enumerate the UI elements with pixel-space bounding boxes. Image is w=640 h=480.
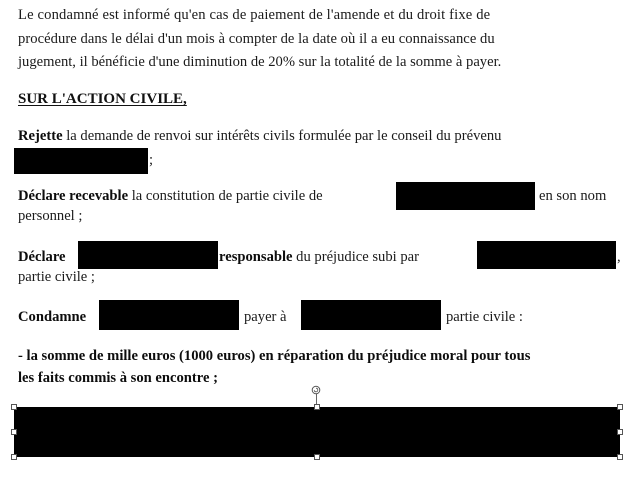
responsable-keyword-2: responsable bbox=[219, 249, 293, 265]
section-heading: SUR L'ACTION CIVILE, bbox=[18, 91, 187, 107]
recevable-after: en son nom bbox=[539, 188, 607, 204]
condamne-keyword: Condamne bbox=[18, 309, 87, 325]
redaction-block bbox=[14, 148, 148, 174]
damages-line-2: les faits commis à son encontre ; bbox=[18, 370, 218, 386]
rotate-handle-icon[interactable] bbox=[311, 385, 321, 395]
condamne-middle: payer à bbox=[244, 309, 287, 325]
resize-handle-top[interactable] bbox=[314, 404, 320, 410]
resize-handle-top-left[interactable] bbox=[11, 404, 17, 410]
responsable-text: du préjudice subi par bbox=[292, 249, 419, 265]
responsable-line-2: partie civile ; bbox=[18, 269, 95, 285]
recevable-line bbox=[18, 187, 323, 206]
responsable-keyword: Déclare bbox=[18, 249, 66, 265]
redaction-block bbox=[396, 182, 535, 210]
responsable-suffix: , bbox=[617, 249, 621, 265]
resize-handle-top-right[interactable] bbox=[617, 404, 623, 410]
damages-line-1: - la somme de mille euros (1000 euros) en réparation du préjudice moral pour tous bbox=[18, 348, 531, 364]
recevable-line-2: personnel ; bbox=[18, 208, 83, 224]
intro-line-3: jugement, il bénéficie d'une diminution de 20% sur la totalité de la somme à payer. bbox=[18, 54, 502, 70]
redaction-block bbox=[99, 300, 239, 330]
resize-handle-right[interactable] bbox=[617, 429, 623, 435]
redaction-block bbox=[78, 241, 218, 269]
resize-handle-bottom-left[interactable] bbox=[11, 454, 17, 460]
condamne-after: partie civile : bbox=[446, 309, 523, 325]
recevable-text: la constitution de partie civile de bbox=[128, 188, 323, 204]
recevable-keyword: Déclare recevable bbox=[18, 188, 129, 204]
intro-line-2: procédure dans le délai d'un mois à compter de la date où il a eu connaissance du bbox=[18, 31, 495, 47]
resize-handle-left[interactable] bbox=[11, 429, 17, 435]
resize-handle-bottom-right[interactable] bbox=[617, 454, 623, 460]
intro-line-1: Le condamné est informé qu'en cas de paiement de l'amende et du droit fixe de bbox=[18, 7, 491, 23]
redaction-block bbox=[477, 241, 616, 269]
redaction-block bbox=[301, 300, 441, 330]
rejette-keyword: Rejette bbox=[18, 128, 63, 144]
rejette-text: la demande de renvoi sur intérêts civils formulée par le conseil du prévenu bbox=[62, 128, 502, 144]
resize-handle-bottom[interactable] bbox=[314, 454, 320, 460]
selected-redaction-shape[interactable] bbox=[14, 407, 620, 457]
responsable-line bbox=[219, 248, 419, 267]
rejette-suffix: ; bbox=[149, 152, 154, 168]
rejette-line bbox=[18, 127, 501, 146]
